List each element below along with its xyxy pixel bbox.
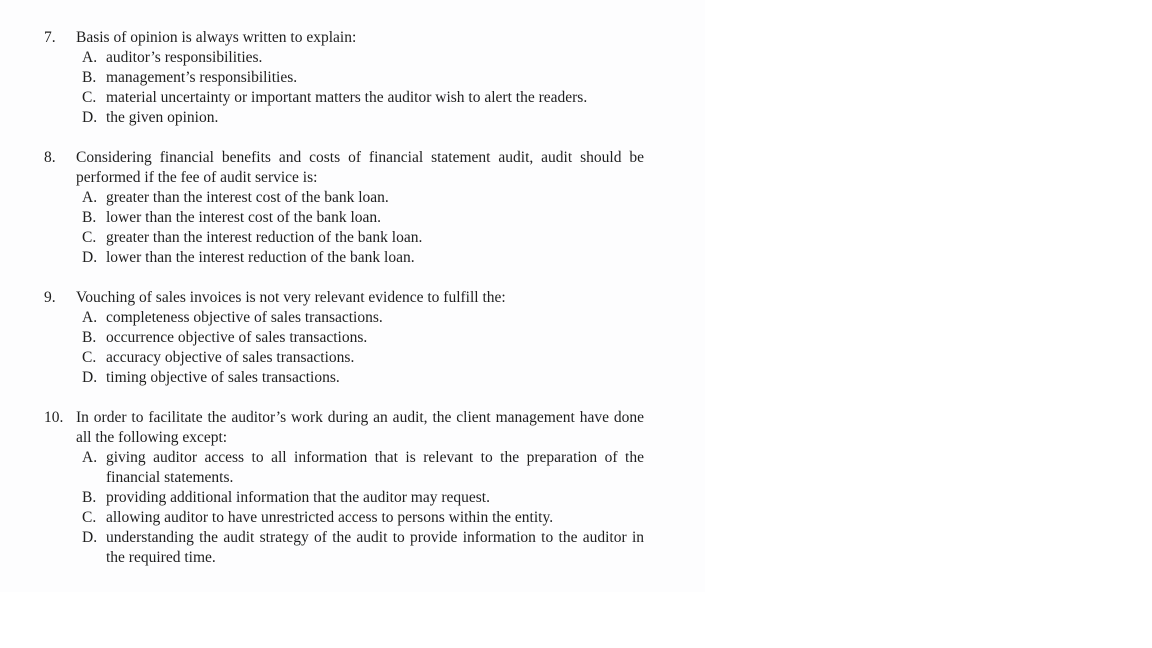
option-text: timing objective of sales transactions.	[106, 369, 340, 386]
option-letter: C.	[82, 509, 97, 526]
question-10	[44, 408, 644, 568]
option-letter: C.	[82, 349, 97, 366]
question-7	[44, 28, 644, 128]
option-letter: A.	[82, 189, 98, 206]
question-list	[44, 28, 644, 588]
option-text: auditor’s responsibilities.	[106, 49, 263, 66]
option-c	[82, 88, 644, 108]
option-a	[82, 308, 644, 328]
option-text: the given opinion.	[106, 109, 219, 126]
option-list	[82, 448, 644, 568]
option-letter: D.	[82, 249, 98, 266]
option-text: occurrence objective of sales transactions.	[106, 329, 368, 346]
option-text: material uncertainty or important matters the auditor wish to alert the readers.	[106, 89, 588, 106]
option-list	[82, 48, 644, 128]
question-number: 7.	[44, 29, 56, 46]
option-text: providing additional information that the auditor may request.	[106, 489, 490, 506]
question-9	[44, 288, 644, 388]
option-c	[82, 228, 644, 248]
option-text: giving auditor access to all information that is relevant to the preparation of the financial statements.	[106, 449, 644, 486]
option-letter: B.	[82, 489, 97, 506]
option-letter: D.	[82, 529, 98, 546]
question-text: Basis of opinion is always written to explain:	[76, 29, 357, 46]
option-text: lower than the interest reduction of the bank loan.	[106, 249, 415, 266]
option-b	[82, 328, 644, 348]
option-letter: B.	[82, 69, 97, 86]
option-c	[82, 348, 644, 368]
option-d	[82, 528, 644, 568]
option-d	[82, 368, 644, 388]
option-text: allowing auditor to have unrestricted access to persons within the entity.	[106, 509, 554, 526]
option-letter: A.	[82, 49, 98, 66]
option-a	[82, 448, 644, 488]
question-text: Considering financial benefits and costs of financial statement audit, audit should be performed if the fee of audit service is:	[76, 149, 644, 186]
option-letter: A.	[82, 309, 98, 326]
option-letter: B.	[82, 329, 97, 346]
option-letter: D.	[82, 369, 98, 386]
question-number: 8.	[44, 149, 56, 166]
option-b	[82, 208, 644, 228]
question-text: Vouching of sales invoices is not very relevant evidence to fulfill the:	[76, 289, 506, 306]
question-number: 10.	[44, 409, 64, 426]
option-text: management’s responsibilities.	[106, 69, 298, 86]
option-c	[82, 508, 644, 528]
option-letter: D.	[82, 109, 98, 126]
option-d	[82, 248, 644, 268]
option-letter: C.	[82, 89, 97, 106]
option-a	[82, 48, 644, 68]
question-text: In order to facilitate the auditor’s work during an audit, the client management have done all the following except:	[76, 409, 644, 446]
option-text: lower than the interest cost of the bank loan.	[106, 209, 382, 226]
option-b	[82, 68, 644, 88]
question-number: 9.	[44, 289, 56, 306]
option-text: greater than the interest cost of the bank loan.	[106, 189, 389, 206]
option-text: understanding the audit strategy of the audit to provide information to the auditor in the required time.	[106, 529, 644, 566]
option-letter: A.	[82, 449, 98, 466]
option-list	[82, 188, 644, 268]
option-text: greater than the interest reduction of the bank loan.	[106, 229, 423, 246]
option-a	[82, 188, 644, 208]
option-letter: B.	[82, 209, 97, 226]
option-b	[82, 488, 644, 508]
option-letter: C.	[82, 229, 97, 246]
option-list	[82, 308, 644, 388]
option-text: accuracy objective of sales transactions.	[106, 349, 355, 366]
option-text: completeness objective of sales transactions.	[106, 309, 383, 326]
question-8	[44, 148, 644, 268]
option-d	[82, 108, 644, 128]
